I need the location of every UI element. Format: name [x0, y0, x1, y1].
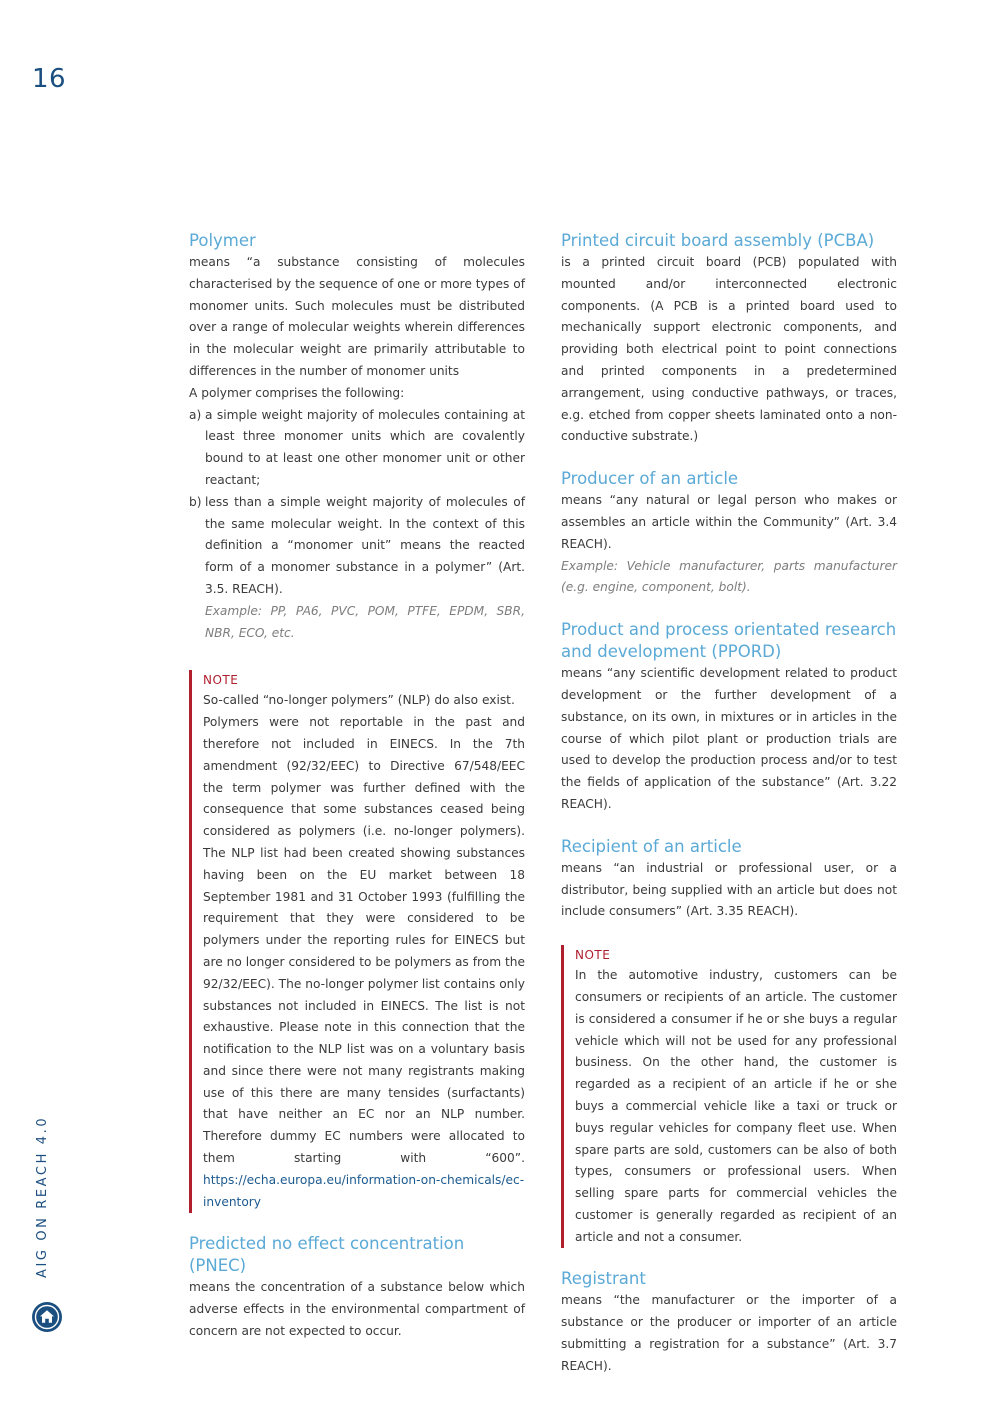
note-body-text: Polymers were not reportable in the past and therefore not included in EINECS. In the 7th amendment (92/32/EEC) to Directive 67/548/EEC the term polymer was further defined with the consequence that some substances ceased being considered as polymers (i.e. no-longer polymers). The NLP list had been created showing substances having been on the EU market between 18 September 1981 and 31 October 1993 (fulfilling the requirement that they were considered to be polymers under the reporting rules for EINECS but are no longer considered to be polymers as from the 92/32/EEC). The no-longer polymer list contains only substances not included in EINECS. The list is not exhaustive. Please note in this connection that the notification to the NLP list was on a voluntary basis and since there were not many registrants making use of this there are many tensides (surfactants) that have neither an EC nor an NLP number. Therefore dummy EC numbers were allocated to them starting with “600”.	[203, 715, 525, 1166]
right-column	[561, 230, 897, 1378]
producer-definition: means “any natural or legal person who makes or assembles an article within the Community” (Art. 3.4 REACH).	[561, 493, 897, 551]
pcba-entry	[561, 230, 897, 448]
registrant-heading: Registrant	[561, 1269, 646, 1289]
nlp-note	[189, 670, 525, 1213]
polymer-heading: Polymer	[189, 231, 256, 250]
document-title-sidebar: AIG ON REACH 4.0	[35, 1115, 50, 1278]
producer-entry	[561, 468, 897, 599]
note-body	[203, 712, 525, 1213]
recipient-entry	[561, 836, 897, 923]
list-item-text: less than a simple weight majority of molecules of the same molecular weight. In the context of this definition a “monomer unit” means the reacted form of a monomer substance in a polymer” (Art. 3.5. REACH).	[205, 494, 525, 596]
producer-heading: Producer of an article	[561, 469, 739, 489]
list-item	[189, 492, 525, 601]
list-marker: a)	[189, 407, 202, 422]
producer-example: Example: Vehicle manufacturer, parts manufacturer (e.g. engine, component, bolt).	[561, 558, 897, 595]
polymer-entry	[189, 230, 525, 644]
list-marker: b)	[189, 494, 202, 509]
note-body: In the automotive industry, customers can be consumers or recipients of an article. The customer is considered a consumer if he or she buys a regular vehicle which will not be used for any professional business. On the other hand, the customer is regarded as a recipient of an article if he or she buys a commercial vehicle like a taxi or truck or buys regular vehicles for company fleet use. When spare parts are sold, customers can be also of both types, consumers or professional users. When selling spare parts for commercial vehicles the customer is generally regarded as recipient of an article and not a consumer.	[575, 968, 897, 1244]
recipient-definition: means “an industrial or professional user, or a distributor, being supplied with an article but does not include consumers” (Art. 3.35 REACH).	[561, 860, 897, 919]
note-intro: So-called “no-longer polymers” (NLP) do also exist.	[203, 693, 515, 708]
pnec-entry	[189, 1233, 525, 1342]
pcba-definition: is a printed circuit board (PCB) populated with mounted and/or interconnected electronic components. (A PCB is a printed board used to mechanically support electronic components, and providing both electrical point to point connections and printed components in a predetermined arrangement, using conductive pathways, or traces, e.g. etched from copper sheets laminated onto a non-conductive substrate.)	[561, 255, 897, 444]
left-column	[189, 230, 525, 1343]
list-item	[189, 405, 525, 492]
ppord-heading: Product and process orientated research and development (PPORD)	[561, 620, 897, 662]
registrant-definition: means “the manufacturer or the importer of a substance or the producer or importer of an article submitting a registration for a substance” (Art. 3.7 REACH).	[561, 1293, 897, 1373]
home-icon	[32, 1302, 62, 1332]
recipient-heading: Recipient of an article	[561, 836, 742, 856]
polymer-example: Example: PP, PA6, PVC, POM, PTFE, EPDM, SBR, NBR, ECO, etc.	[205, 603, 525, 640]
ec-inventory-link[interactable]: https://echa.europa.eu/information-on-chemicals/ec-inventory	[203, 1172, 525, 1209]
home-button[interactable]	[32, 1302, 62, 1332]
ppord-definition: means “any scientific development related to product development or the further development of a substance, on its own, in mixtures or in articles in the course of which pilot plant or production trials are used to develop the production process and/or to test the fields of application of the substance” (Art. 3.22 REACH).	[561, 666, 897, 811]
customer-note	[561, 945, 897, 1248]
pnec-heading: Predicted no effect concentration (PNEC)	[189, 1234, 465, 1276]
note-title: NOTE	[203, 673, 239, 688]
note-title: NOTE	[575, 948, 611, 963]
polymer-definition: means “a substance consisting of molecules characterised by the sequence of one or more types of monomer units. Such molecules must be distributed over a range of molecular weights wherein differences in the molecular weight are primarily attributable to differences in the number of monomer units	[189, 255, 525, 378]
page-number: 16	[32, 64, 67, 94]
list-item-text: a simple weight majority of molecules containing at least three monomer units which are covalently bound to at least one other monomer unit or other reactant;	[205, 407, 525, 487]
ppord-entry	[561, 619, 897, 816]
registrant-entry	[561, 1268, 897, 1377]
pcba-heading: Printed circuit board assembly (PCBA)	[561, 231, 875, 250]
polymer-intro: A polymer comprises the following:	[189, 385, 405, 400]
pnec-definition: means the concentration of a substance below which adverse effects in the environmental compartment of concern are not expected to occur.	[189, 1280, 525, 1339]
